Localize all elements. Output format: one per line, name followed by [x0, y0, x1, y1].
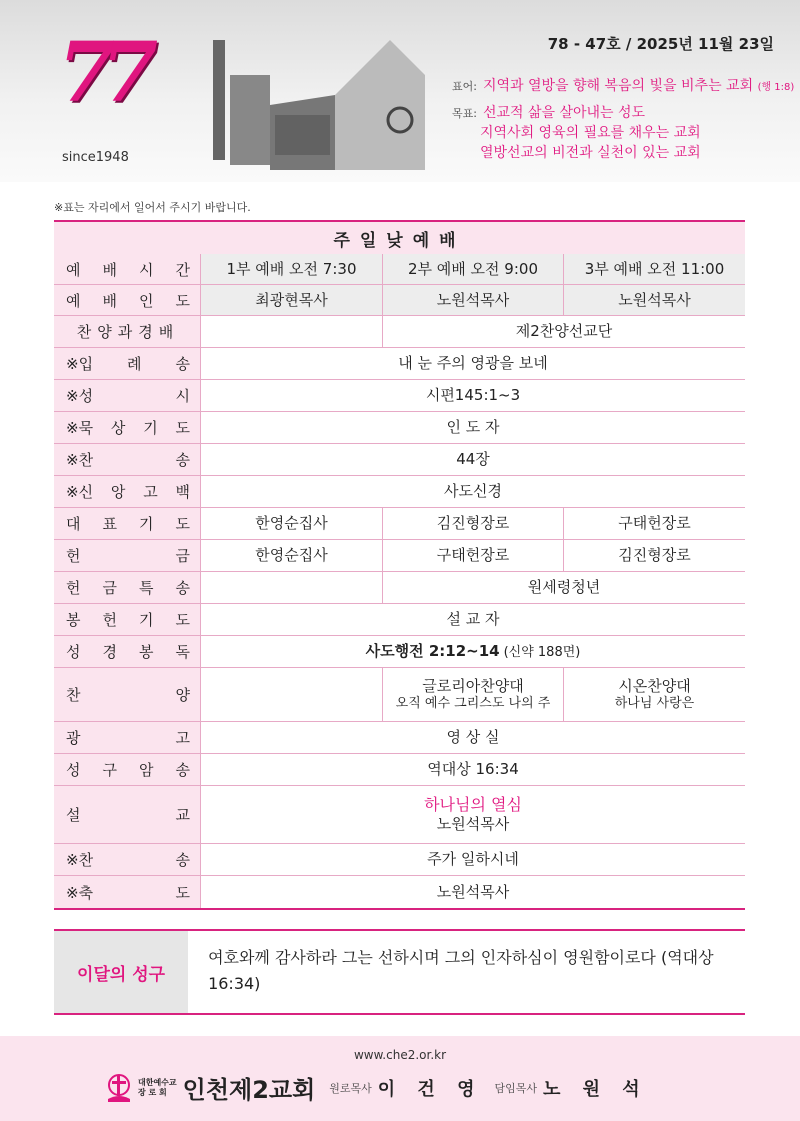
- service-row: [54, 508, 745, 540]
- label-char: 고: [175, 729, 190, 747]
- label-char: 표: [102, 515, 117, 533]
- church-building-image: [185, 35, 440, 175]
- label-char: ※묵: [66, 419, 94, 437]
- row-cell: [200, 844, 745, 875]
- cell-text: 제2찬양선교단: [515, 322, 613, 341]
- row-label: [54, 476, 200, 507]
- cell-text: 44장: [456, 450, 490, 469]
- label-char: 송: [175, 355, 190, 373]
- cell-text: 하나님의 열심: [424, 795, 522, 815]
- label-char: ※입: [66, 355, 94, 373]
- label-char: 헌: [66, 579, 81, 597]
- cell-text: 사도행전 2:12~14: [365, 641, 500, 660]
- label-char: 인: [139, 291, 154, 310]
- label-char: 기: [139, 515, 154, 533]
- cell-text: 사도신경: [444, 482, 502, 501]
- label-char: 도: [175, 515, 190, 533]
- row-label: [54, 412, 200, 443]
- cell-text: 1부 예배 오전 7:30: [226, 259, 357, 278]
- cell-text: 김진형장로: [436, 514, 510, 533]
- row-label: [54, 754, 200, 785]
- row-cell: [200, 668, 382, 721]
- label-char: 봉: [66, 611, 81, 629]
- row-cell: [382, 254, 563, 284]
- row-label: [54, 876, 200, 908]
- label-char: 구: [102, 761, 117, 779]
- cell-text: 역대상 16:34: [427, 760, 519, 779]
- cell-text: 인 도 자: [446, 418, 500, 437]
- service-order-table: [54, 220, 745, 910]
- website-link[interactable]: www.che2.or.kr: [353, 1048, 447, 1062]
- service-row: [54, 668, 745, 722]
- row-label: [54, 380, 200, 411]
- label-char: 특: [139, 579, 154, 597]
- row-label: [54, 636, 200, 667]
- label-char: 암: [139, 761, 154, 779]
- service-row: [54, 876, 745, 908]
- row-label: [54, 348, 200, 379]
- label-char: 경: [102, 643, 117, 661]
- row-cell: [200, 636, 745, 667]
- label-char: ※신: [66, 483, 94, 501]
- label-char: 도: [175, 291, 190, 310]
- label-char: 배: [102, 291, 117, 310]
- service-row: [54, 844, 745, 876]
- cell-subtext: 하나님 사랑은: [614, 695, 695, 711]
- row-cell: [200, 412, 745, 443]
- service-row: [54, 476, 745, 508]
- row-cell: [382, 285, 563, 315]
- label-char: 헌: [102, 611, 117, 629]
- label-char: 예: [66, 291, 81, 310]
- row-label: [54, 285, 200, 315]
- row-cell: [382, 508, 563, 539]
- row-cell: [563, 668, 745, 721]
- church-name: 인천제2교회: [182, 1076, 316, 1104]
- cell-text: 구태헌장로: [436, 546, 510, 565]
- label-char: 성: [66, 761, 81, 779]
- label-char: 헌: [66, 547, 81, 565]
- label-char: 광: [66, 729, 81, 747]
- label-char: 양: [175, 686, 190, 704]
- monthly-verse: [54, 929, 745, 1015]
- label-char: 금: [175, 547, 190, 565]
- row-cell: [200, 285, 382, 315]
- label-char: 기: [143, 419, 158, 437]
- since-text: since1948: [62, 150, 129, 165]
- service-row: [54, 254, 745, 285]
- label-char: 금: [102, 579, 117, 597]
- label-char: 도: [175, 883, 190, 902]
- church-emblem-icon: [106, 1073, 132, 1103]
- row-label: [54, 786, 200, 843]
- cell-text: 한영순집사: [255, 514, 328, 533]
- row-cell: [200, 876, 745, 908]
- header-banner: [0, 0, 800, 182]
- cell-subtext: 오직 예수 그리스도 나의 주: [395, 695, 551, 711]
- label-char: ※축: [66, 883, 94, 902]
- service-row: [54, 380, 745, 412]
- cell-text: 3부 예배 오전 11:00: [584, 259, 725, 278]
- label-char: 독: [175, 643, 190, 661]
- cell-text: 한영순집사: [255, 546, 328, 565]
- issue-date: 78 - 47호 / 2025년 11월 23일: [547, 35, 774, 53]
- cell-text: 설 교 자: [446, 610, 500, 629]
- row-cell: [200, 604, 745, 635]
- service-row: [54, 722, 745, 754]
- row-cell: [200, 254, 382, 284]
- row-cell: [563, 285, 745, 315]
- label-char: 간: [175, 260, 190, 279]
- row-cell: [563, 540, 745, 571]
- service-row: [54, 572, 745, 604]
- verse-text: 여호와께 감사하라 그는 선하시며 그의 인자하심이 영원함이로다 (역대상 16:34): [208, 948, 714, 993]
- cell-text: 구태헌장로: [618, 514, 691, 533]
- row-cell: [200, 508, 382, 539]
- row-label: [54, 572, 200, 603]
- row-cell: [200, 316, 382, 347]
- label-char: 송: [175, 579, 190, 597]
- label-char: 예: [66, 260, 81, 279]
- label-char: ※찬: [66, 851, 94, 869]
- label-char: 고: [143, 483, 158, 501]
- service-row: [54, 604, 745, 636]
- label-char: 찬양과경배: [76, 323, 180, 341]
- row-cell: [200, 754, 745, 785]
- label-char: 송: [175, 451, 190, 469]
- cell-text: 2부 예배 오전 9:00: [408, 259, 538, 278]
- label-char: 도: [175, 419, 190, 437]
- label-char: 대: [66, 515, 81, 533]
- label-char: 찬: [66, 686, 81, 704]
- row-cell: [382, 316, 745, 347]
- row-cell: [200, 476, 745, 507]
- cell-text: 노원석목사: [618, 290, 691, 309]
- cell-subtext: 노원석목사: [436, 815, 510, 834]
- row-cell: [382, 572, 745, 603]
- denomination: 대한예수교 장 로 회: [138, 1077, 177, 1097]
- senior-label: 담임목사: [494, 1081, 537, 1095]
- cell-text: 노원석목사: [436, 882, 510, 901]
- row-label: [54, 508, 200, 539]
- cell-subtext: (신약 188면): [503, 644, 581, 660]
- label-char: 배: [102, 260, 117, 279]
- row-cell: [200, 540, 382, 571]
- label-char: 성: [66, 643, 81, 661]
- row-cell: [200, 348, 745, 379]
- cell-text: 최광현목사: [255, 290, 328, 309]
- label-char: 봉: [139, 643, 154, 661]
- label-char: ※성: [66, 387, 94, 405]
- row-cell: [563, 508, 745, 539]
- row-cell: [563, 254, 745, 284]
- cell-text: 영 상 실: [446, 728, 500, 747]
- service-title: 주일낮예배: [54, 222, 745, 254]
- label-char: 례: [127, 355, 142, 373]
- anniversary-logo: 77: [58, 25, 145, 121]
- row-cell: [382, 668, 563, 721]
- service-row: [54, 316, 745, 348]
- label-char: 시: [175, 387, 190, 405]
- cell-text: 글로리아찬양대: [422, 677, 524, 695]
- standing-notice: ※표는 자리에서 일어서 주시기 바랍니다.: [54, 201, 251, 214]
- row-cell: [200, 786, 745, 843]
- label-char: 송: [175, 761, 190, 779]
- service-row: [54, 636, 745, 668]
- row-label: [54, 540, 200, 571]
- emeritus-label: 원로목사: [329, 1081, 372, 1095]
- row-cell: [200, 572, 382, 603]
- row-cell: [200, 722, 745, 753]
- label-char: 백: [175, 483, 190, 501]
- label-char: 상: [110, 419, 126, 437]
- label-char: 설: [66, 806, 81, 824]
- service-row: [54, 786, 745, 844]
- row-label: [54, 604, 200, 635]
- label-char: 앙: [110, 483, 126, 501]
- goals: 목표: 선교적 삶을 살아내는 성도 지역사회 영육의 필요를 채우는 교회 열방선교의 비전과 실천이 있는 교회: [452, 105, 701, 161]
- cell-text: 원세령청년: [527, 578, 601, 597]
- label-char: 송: [175, 851, 190, 869]
- motto: 표어: 지역과 열방을 향해 복음의 빛을 비추는 교회 (행 1:8): [452, 78, 795, 94]
- service-row: [54, 348, 745, 380]
- verse-label: 이달의 성구: [54, 931, 188, 1013]
- label-char: 교: [175, 806, 190, 824]
- row-label: [54, 722, 200, 753]
- row-label: [54, 668, 200, 721]
- row-label: [54, 844, 200, 875]
- label-char: 도: [175, 611, 190, 629]
- row-label: [54, 444, 200, 475]
- service-row: [54, 444, 745, 476]
- label-char: 기: [139, 611, 154, 629]
- service-row: [54, 540, 745, 572]
- service-row: [54, 754, 745, 786]
- service-row: [54, 412, 745, 444]
- row-cell: [382, 540, 563, 571]
- footer: [0, 1036, 800, 1121]
- row-cell: [200, 380, 745, 411]
- cell-text: 주가 일하시네: [427, 850, 519, 869]
- label-char: 시: [139, 260, 154, 279]
- row-label: [54, 254, 200, 284]
- service-row: [54, 285, 745, 316]
- row-label: [54, 316, 200, 347]
- cell-text: 김진형장로: [618, 546, 691, 565]
- emeritus-pastor: 이 건 영: [377, 1078, 483, 1100]
- cell-text: 시온찬양대: [618, 677, 691, 695]
- cell-text: 내 눈 주의 영광을 보네: [398, 354, 548, 373]
- senior-pastor: 노 원 석: [543, 1078, 648, 1100]
- label-char: ※찬: [66, 451, 94, 469]
- row-cell: [200, 444, 745, 475]
- cell-text: 시편145:1~3: [425, 386, 521, 405]
- cell-text: 노원석목사: [436, 290, 510, 309]
